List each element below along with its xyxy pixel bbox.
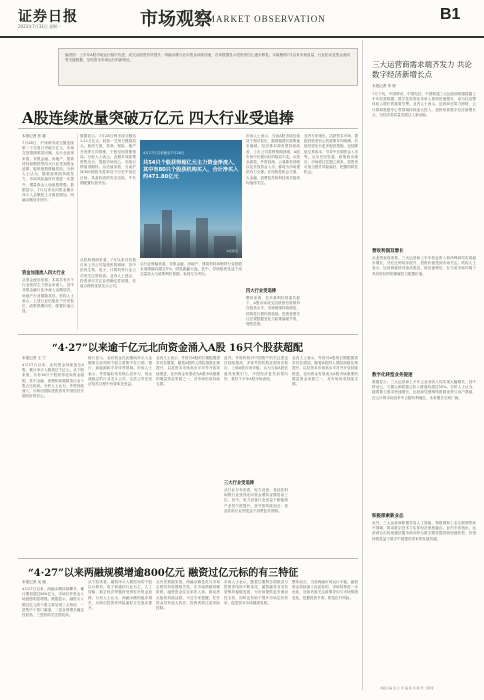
sidebar-para-3: 此外，三大运营商积极布局人工智能、物联网和工业互联网等新兴领域，推动数字技术与实体经济深度融合。业内专家指出，运营商正由传统通信服务商向综合数字服务提供商加速转型，有望持续受益于数字中国建设带来的发展机遇。 xyxy=(372,521,476,541)
third-col-3: 从历史数据来看，两融余额变化与市场走势具有较强相关性。在市场情绪回暖阶段，融资资金往往率先入场，推动热点板块持续活跃。不过专家提醒，杠杆资金具有放大效应，投资者需注意风险控制。 xyxy=(156,580,220,611)
second-col-3: 业内人士表示，外资对A股的长期配置需求仍在增加，随着A股纳入国际指数比例提升，以及资本市场高水平对外开放持续推进，北向资金有望成为A股市场重要的增量资金来源之一，对市场形成持续支撑。 xyxy=(156,356,220,387)
second-subhead: 三大行业受追捧 xyxy=(224,481,255,486)
section-title-en: MARKET OBSERVATION xyxy=(207,14,326,24)
main-subhead-1: 资金加速流入四大行业 xyxy=(22,271,65,276)
sidebar-subhead-a: 数字化转型业务提速 xyxy=(372,373,413,378)
main-subhead-2: 四大行业受追捧 xyxy=(246,289,277,294)
photo-caption-text: 共54只个股获得超亿元主力资金净流入，其中有80只个股获机构买入，合计净买入约471.80亿元 xyxy=(143,160,239,180)
third-col-4: 市场人士表示，随着注册制全面推进与投资者结构不断优化，融资融券业务有望保持稳健发展，为市场提供更多流动性支持，同时也有助于提升市场定价效率，促进资本市场健康发展。 xyxy=(224,580,288,605)
photo-credit: 本报图表 xyxy=(226,249,239,253)
sidebar-para-4: 从业绩表现来看，三大运营商上半年营业收入和净利润均实现稳步增长，分红比例同步提升，投资价值受到市场关注。机构人士表示，运营商板块具备高股息、低估值特征，在当前市场环境下具有较好的防御属性与配置价值。 xyxy=(372,256,476,276)
main-col-1: 7月28日，沪深两市成交额连续第二个交易日突破万亿元，市场交投情绪明显回暖。从行业表现来看，非银金融、房地产、建筑材料和钢铁等四大行业受到资金追捧，板块指数涨幅居前。分析人士认为，随着政策面持续发力，市场风险偏好有望进一步提升，增量资金入场意愿增强。数据显示，7月以来北向资金累计净买入金额较上月明显增加，两融余额同步回升。 xyxy=(22,141,74,203)
page-footer: 本版主编 袁 元 责 编 孙 华 制 作 王敬涛 xyxy=(380,686,434,690)
section-title: 市场观察 xyxy=(140,9,212,30)
main-headline: A股连续放量突破万亿元 四大行业受追捧 xyxy=(22,109,294,127)
main-col-3b: 从行业涨幅来看，非银金融、房地产、建筑材料和钢铁行业指数本周涨幅均超过5%，明显跑赢大盘。其中，券商板块受益于成交量放大与政策利好预期，表现尤为突出。 xyxy=(140,262,242,277)
building-silhouette xyxy=(176,230,190,258)
building-silhouette xyxy=(196,218,208,258)
third-headline: “4·27”以来两融规模增逾800亿元 融资过亿元标的有三特征 xyxy=(28,568,299,579)
issue-date: 2023年7月31日 星期一 xyxy=(18,24,62,29)
second-col-4b: 从行业分布来看，电力设备、食品饮料和银行业获得北向资金增持金额居前三位。其中，电力设备行业受益于新能源产业景气度提升，获外资持续加仓；食品饮料行业则受益于消费复苏预期。 xyxy=(224,488,288,513)
sidebar-para-1: 7月下旬，中国移动、中国电信、中国联通三大运营商相继披露上半年经营数据，数字化转型业务收入保持快速增长，成为拉动整体收入增长的重要引擎。业内人士表示，运营商在算力网络、云计算和数据中心等领域持续加大投入，加快培育数字经济新增长点，为经济高质量发展注入新动能。 xyxy=(372,92,476,117)
third-col-1: 4月27日以来，两融余额持续攀升，累计增加超过800亿元，市场杠杆资金入场意愿明显增强。数据显示，融资买入额过亿元的个股主要呈现三大特征：一是集中于热门赛道，二是业绩增长确定性较高，三是机构关注度较高。 xyxy=(22,587,84,618)
third-col-2: 从个股来看，融资净买入额居前的个股以计算机、电子和通信行业为主，人工智能、数字经济等题材受到杠杆资金追捧。分析人士认为，两融余额的稳步增长，反映出投资者风险偏好正在逐步提升。 xyxy=(88,580,152,611)
second-byline: 本报记者 王 宁 xyxy=(22,356,46,360)
second-col-4: 此外，外资机构对中国资产的关注度也在持续提高，多家外资机构近期发布报告，上调A股市场评级，认为当前A股估值具有吸引力，中国经济复苏前景向好，看好下半年A股市场表现。 xyxy=(224,356,288,381)
page-code: B1 xyxy=(440,6,461,23)
newspaper-logo: 证券日报 xyxy=(18,9,78,25)
section-rule xyxy=(18,334,358,335)
sidebar-para-2: 数据显示，三大运营商上半年云业务收入均实现大幅增长，其中移动云、天翼云和联通云收入增速均超过50%。分析人士认为，随着算力需求快速增长，运营商凭借网络资源优势与用户基础，在云计算市场竞争中占据有利地位，未来增长空间广阔。 xyxy=(372,380,476,400)
main-byline: 本报记者 张 颖 xyxy=(22,134,46,138)
photo-caption xyxy=(143,150,239,181)
masthead-rule xyxy=(0,36,484,38)
building-silhouette xyxy=(162,210,172,258)
main-col-2b: 从机构调研来看，7月以来共有数百家上市公司接受机构调研，其中医药生物、电子、计算机等行业公司受关注度较高。业内人士建议，投资者可关注业绩确定性较强、估值合理的优质龙头公司。 xyxy=(80,258,136,289)
editor-note-box: 编者按：上半年A股市场运行稳中有进，成交活跃度有所提升，两融余额与北向资金持续回流，各项数据显示投资者信心逐步修复。本版梳理7月以来市场放量、行业轮动及资金流向等关键数据，呈现资本市场运行的新特征。 xyxy=(58,48,358,86)
main-col-4b: 整体来看，在多重利好因素共振下，A股市场成交活跃度有望维持在较高水平，市场情绪持续修复，结构性行情仍将延续。投资者需关注宏观数据变化与政策落地节奏，理性投资。 xyxy=(246,296,300,327)
sidebar-subhead-b: 积极探索新业态 xyxy=(372,514,404,519)
second-col-1: 4月27日以来，北向资金持续加仓A股，累计净买入额超过千亿元。从个股来看，共有16只个股获得北向资金超配，其中金融、消费和高端制造行业个股占比较高。分析人士认为，外资持续流入，反映出国际投资者对中国经济长期向好的信心。 xyxy=(22,363,84,399)
main-col-1b: 从资金流向来看，本周共有多个行业获得主力资金净流入，其中非银金融行业净流入金额居首，房地产行业紧随其后。机构人士表示，上述行业估值处于历史低位，政策预期向好，配置价值凸显。 xyxy=(22,278,74,314)
building-silhouette xyxy=(214,236,239,258)
main-col-2: 数据显示，7月28日两市成交额达1.21万亿元，较前一交易日继续放大。板块方面，券商、保险、地产开发等方向领涨，个股呈现普涨格局。分析人士表示，近期多项政策密集出台，提振市场信心，后续行情值得期待。从估值来看，当前沪深300指数市盈率处于历史中低位区间，具备较高的安全边际，中长期配置价值突出。 xyxy=(80,134,136,185)
third-byline: 本报记者 吴 晓 xyxy=(22,580,46,584)
sidebar-divider xyxy=(362,40,363,690)
col-divider xyxy=(77,134,78,330)
second-col-2: 统计显示，北向资金在此期间净买入金额排名前列的个股主要集中在白酒、银行、新能源和半导体等领域。市场人士表示，外资偏好具有核心竞争力、现金流稳定的行业龙头公司，这类公司在经济复苏过程中有望率先受益。 xyxy=(88,356,152,387)
building-silhouette xyxy=(144,224,160,258)
sidebar-subhead-c: 营收利润双增长 xyxy=(372,249,404,254)
main-col-3: 市场人士表示，当前A股市场估值处于相对低位，随着稳增长政策逐步落地，经济基本面有望持续改善，上市公司盈利预期回暖，A股市场中长期向好的格局不变。从资金面看，外资回流、公募新发回暖以及长线资金入市，都将为市场提供有力支撑。在结构性机会方面，大金融、消费复苏和科技成长板块均值得关注。 xyxy=(246,134,300,185)
second-col-5: 业内人士表示，外资对A股的长期配置需求仍在增加，随着A股纳入国际指数比例提升，以及资本市场高水平对外开放持续推进，北向资金有望成为A股市场重要的增量资金来源之一，对市场形成持续支撑。 xyxy=(292,356,358,387)
section-rule xyxy=(18,558,358,559)
photo-tag: 4月27日以来截至7月28日 xyxy=(143,151,185,155)
third-col-5: 整体而言，当前两融市场运行平稳，融资资金持续流入优质标的，市场结构进一步优化，后续仍需关注政策导向与市场情绪变化，把握投资节奏，防范杠杆风险。 xyxy=(292,580,358,600)
sidebar-byline: 本报记者 李 婷 xyxy=(372,84,396,88)
second-headline: “4·27”以来逾千亿元北向资金涌入A股 16只个股获超配 xyxy=(52,343,304,354)
main-col-4: 业内专家指出，活跃资本市场、提振投资者信心的政策导向明确，后续有望出台更多配套措施，包括降低交易成本、引导中长期资金入市等。从历史经验看，政策底出现后，市场底往往随之到来，投资者可适当提升风险偏好，把握结构性机会。 xyxy=(304,134,358,175)
headline-rule xyxy=(18,128,358,129)
sidebar-headline: 三大运营商需求端齐发力 共论数字经济新增长点 xyxy=(372,60,472,79)
